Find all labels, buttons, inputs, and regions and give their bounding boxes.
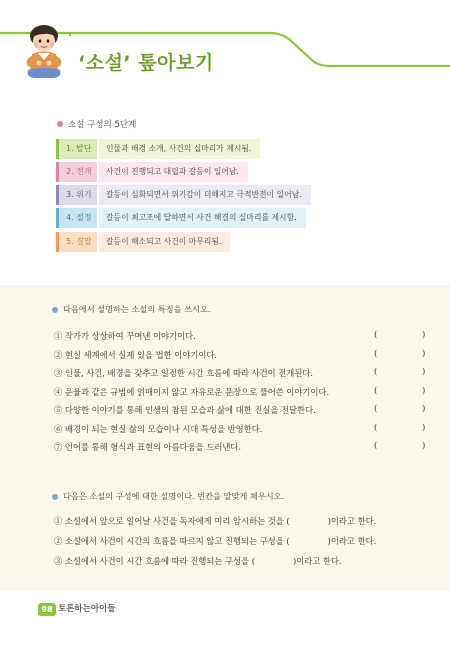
answer-blank-open[interactable]: ( <box>374 385 378 396</box>
answer-blank-close: ) <box>422 441 426 451</box>
fill-in-blank[interactable] <box>255 556 293 566</box>
answer-blank-close: ) <box>422 348 426 359</box>
blue-bullet-icon <box>52 494 58 500</box>
page-number: 98 <box>38 603 56 616</box>
exercise2-item-before: ② 소설에서 사건이 시간의 흐름을 따르지 않고 진행되는 구성을 ( <box>54 536 290 546</box>
stage-description: 갈등이 최고조에 달하면서 사건 해결의 실마리를 제시함. <box>99 208 306 228</box>
exercise1-item: ③ 인물, 사건, 배경을 갖추고 일정한 시간 흐름에 따라 사건이 전개된다. <box>54 368 313 378</box>
stage-label: 3. 위기 <box>56 185 97 205</box>
exercise2-item <box>54 535 376 547</box>
stage-row <box>56 139 260 159</box>
exercise1-item: ⑦ 언어를 통해 형식과 표현의 아름다움을 드러낸다. <box>54 442 242 452</box>
blue-bullet-icon <box>52 307 58 313</box>
stage-label: 5. 결말 <box>56 232 97 252</box>
exercise2-item-before: ③ 소설에서 사건이 시간 흐름에 따라 진행되는 구성을 ( <box>54 556 255 566</box>
exercise2-item <box>54 515 376 527</box>
stage-label: 1. 발단 <box>56 139 97 159</box>
exercise2-item-after: )이라고 한다. <box>327 516 377 526</box>
answer-blank-close: ) <box>422 330 426 340</box>
exercise2-item-after: )이라고 한다. <box>292 556 342 566</box>
exercise1-item: ④ 운율과 같은 규범에 얽매이지 않고 자유로운 문장으로 풀어쓴 이야기이다. <box>54 386 330 397</box>
answer-blank-open[interactable]: ( <box>374 404 378 414</box>
exercise1-heading <box>52 304 210 315</box>
exercise1-item: ⑤ 다양한 이야기를 통해 인생의 참된 모습과 삶에 대한 진실을 전달한다. <box>54 405 316 415</box>
exercise2-item <box>54 555 342 567</box>
exercise2-item-before: ① 소설에서 앞으로 일어날 사건을 독자에게 미리 암시하는 것을 ( <box>54 516 290 526</box>
exercise1-heading-text: 다음에서 설명하는 소설의 특징을 쓰시오. <box>63 304 211 314</box>
answer-blank-open[interactable]: ( <box>374 367 378 377</box>
header <box>0 0 450 100</box>
stage-row <box>56 208 306 228</box>
answer-blank-open[interactable]: ( <box>374 348 378 359</box>
exercise1-item: ② 현실 세계에서 실제 있을 법한 이야기이다. <box>54 349 218 360</box>
fill-in-blank[interactable] <box>290 516 328 526</box>
exercise2-item-after: )이라고 한다. <box>327 536 377 546</box>
exercise2-heading <box>52 491 284 502</box>
stage-label: 4. 절정 <box>56 208 97 228</box>
fill-in-blank[interactable] <box>290 536 328 546</box>
book-title: 토론하는아이들 <box>58 604 116 614</box>
answer-blank-close: ) <box>422 385 426 396</box>
exercise1-item: ① 작가가 상상하여 꾸며낸 이야기이다. <box>54 331 196 341</box>
exercise2-heading-text: 다음은 소설의 구성에 대한 설명이다. 빈칸을 알맞게 채우시오. <box>63 491 285 501</box>
answer-blank-close: ) <box>422 404 426 414</box>
stage-description: 사건이 진행되고 대립과 갈등이 일어남. <box>99 162 248 182</box>
answer-blank-open[interactable]: ( <box>374 441 378 451</box>
stages-heading <box>57 118 136 130</box>
answer-blank-open[interactable]: ( <box>374 330 378 340</box>
stage-description: 갈등이 심화되면서 위기감이 더해지고 극적반전이 일어남. <box>99 185 311 205</box>
stage-row <box>56 162 248 182</box>
stage-row <box>56 185 311 205</box>
stage-description: 인물과 배경 소개, 사건의 실마리가 제시됨. <box>99 139 260 159</box>
pink-bullet-icon <box>57 121 63 127</box>
stage-label: 2. 전개 <box>56 162 97 182</box>
answer-blank-close: ) <box>422 367 426 377</box>
stage-description: 갈등이 해소되고 사건이 마무리됨. <box>99 232 230 252</box>
page-title: ‘소설’ 톺아보기 <box>78 52 214 74</box>
answer-blank-close: ) <box>422 422 426 433</box>
answer-blank-open[interactable]: ( <box>374 422 378 433</box>
boy-mascot-icon <box>20 22 70 80</box>
exercise1-item: ⑥ 배경이 되는 현실 삶의 모습이나 시대 특성을 반영한다. <box>54 423 263 434</box>
stage-row <box>56 232 230 252</box>
stages-heading-text: 소설 구성의 5단계 <box>68 120 137 130</box>
